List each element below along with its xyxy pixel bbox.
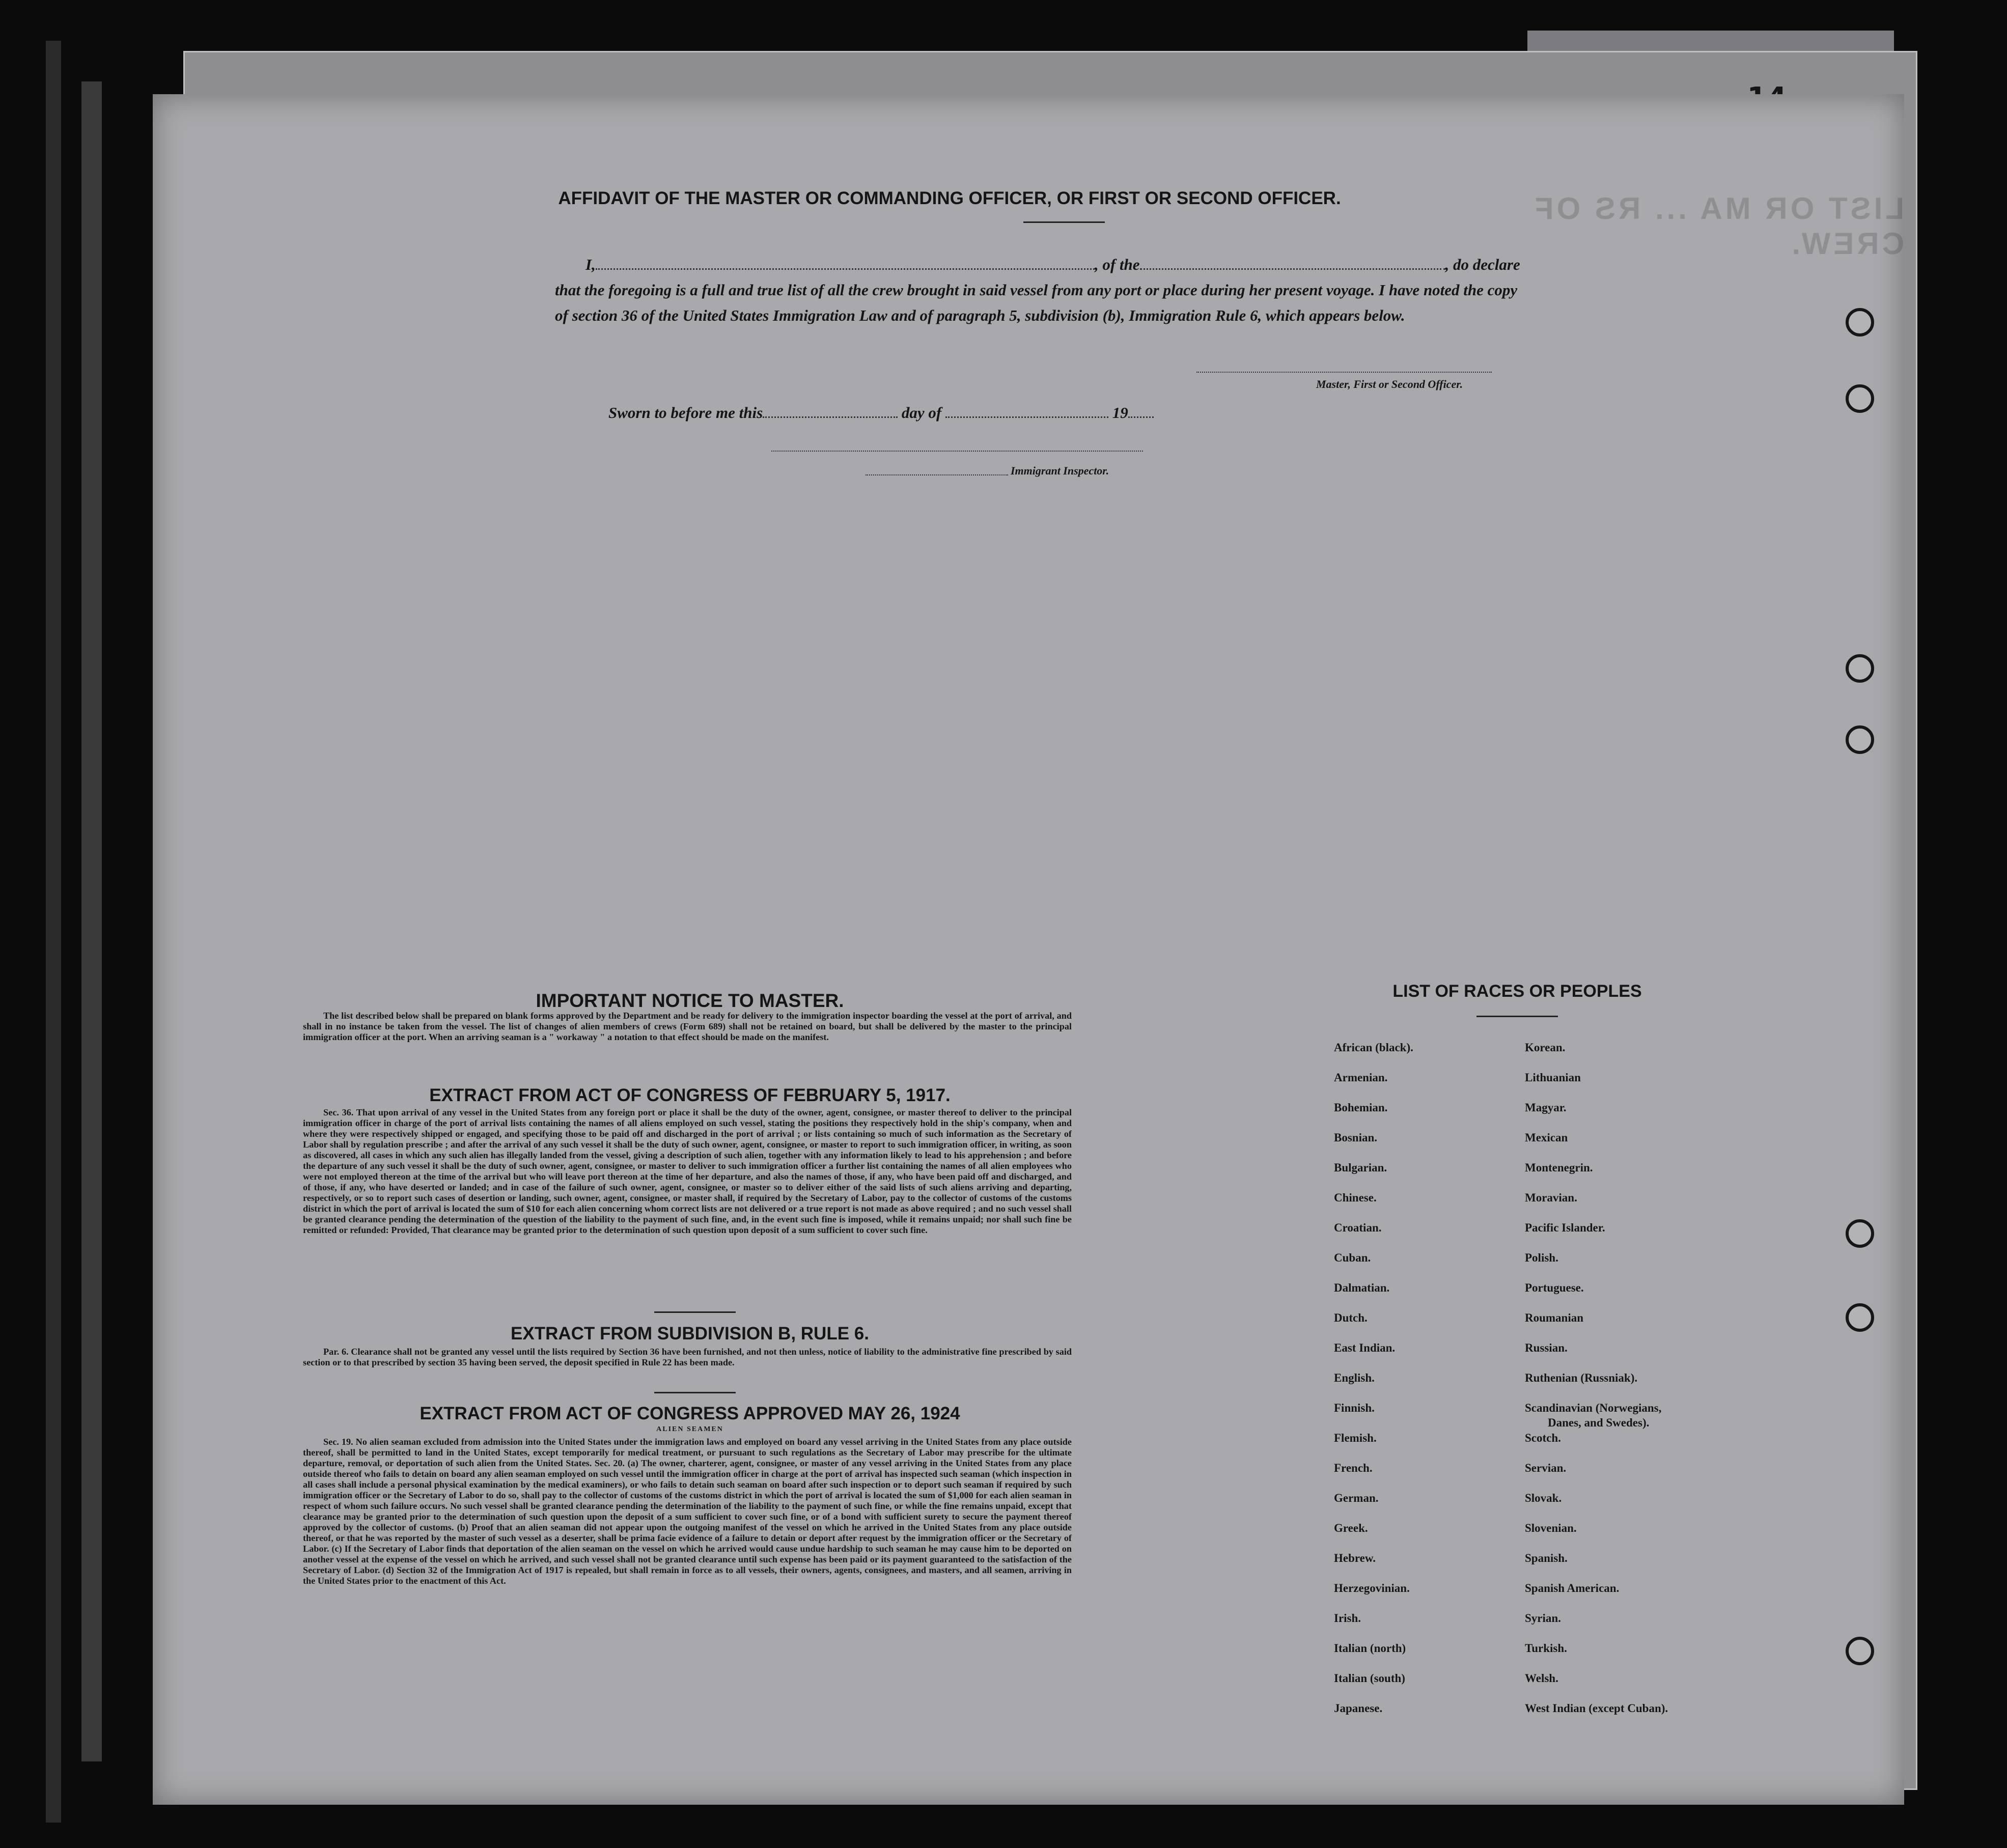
race-item: Bohemian.: [1334, 1101, 1388, 1114]
race-item: Moravian.: [1525, 1191, 1577, 1204]
race-item: Syrian.: [1525, 1612, 1561, 1625]
race-item: Bosnian.: [1334, 1131, 1378, 1144]
vessel-blank[interactable]: [1140, 254, 1445, 270]
race-item: Pacific Islander.: [1525, 1221, 1605, 1234]
extract-1924-text: Sec. 19. No alien seaman excluded from admission into the United States under the immigration laws and employed on board any vessel arriving in the United States from any place outside thereof, shall be permitted to land in the United States, except temporarily for medical treatment, or pursuant to such regulations as the Secretary of Labor may prescribe for the ultimate departure, removal, or deportation of such alien from the United States. Sec. 20. (a) The owner, charterer, agent, consignee, or master of any vessel arriving in the United States from any place outside thereof who fails to detain on board any alien seaman employed on such vessel until the immigration officer in charge at the port of arrival has inspected such seaman (which inspection in all cases shall include a personal physical examination by the medical examiners), or who fails to detain such seaman on board after such inspection or to deport such seaman if required by such immigration officer or the Secretary of Labor to do so, shall pay to the collector of customs of the customs district in which the port of arrival is located the sum of $1,000 for each alien seaman in respect of whom such failure occurs. No such vessel shall be granted clearance pending the determination of the liability to the payment of such fine, or while the fine remains unpaid, except that clearance may be granted prior to the determination of such question upon the deposit of a sum sufficient to cover such fine, or of a bond with sufficient surety to secure the payment thereof approved by the collector of customs. (b) Proof that an alien seaman did not appear upon the outgoing manifest of the vessel on which he arrived in the United States from any place outside thereof, or that he was reported by the master of such vessel as a deserter, shall be prima facie evidence of a failure to detain or deport after request by the immigration officer or the Secretary of Labor. (c) If the Secretary of Labor finds that deportation of the alien seaman on the vessel on which he arrived would cause undue hardship to such seaman he may cause him to be deported on another vessel at the expense of the vessel on which he arrived, and such vessel shall not be granted clearance until such expense has been paid or its payment guaranteed to the satisfaction of the Secretary of Labor. (d) Section 32 of the Immigration Act of 1917 is repealed, but shall remain in force as to all vessels, their owners, agents, consignees, and masters, and all seamen, arriving in the United States prior to the enactment of this Act.: [303, 1437, 1072, 1586]
race-item: West Indian (except Cuban).: [1525, 1702, 1668, 1715]
race-item: Spanish.: [1525, 1552, 1568, 1564]
race-item: Ruthenian (Russniak).: [1525, 1371, 1638, 1384]
race-item: Chinese.: [1334, 1191, 1377, 1204]
race-item: Danes, and Swedes).: [1548, 1416, 1650, 1429]
extract-1917-title: EXTRACT FROM ACT OF CONGRESS OF FEBRUARY 5, 1917.: [429, 1085, 951, 1105]
affidavit-body: that the foregoing is a full and true list of all the crew brought in said vessel from any port or place during her present voyage. I have noted the copy of section 36 of the United States Immigration Law and of paragraph 5, subdivision (b), Immigration Rule 6, which appears below.: [555, 281, 1518, 324]
sworn-day-blank[interactable]: [763, 402, 898, 418]
race-item: Hebrew.: [1334, 1552, 1376, 1564]
race-item: Bulgarian.: [1334, 1161, 1387, 1174]
divider: [654, 1311, 736, 1313]
race-item: Scandinavian (Norwegians,: [1525, 1402, 1662, 1414]
sworn-year-blank[interactable]: [1128, 402, 1154, 418]
race-item: Spanish American.: [1525, 1582, 1620, 1594]
race-item: Greek.: [1334, 1522, 1368, 1534]
inspector-signature-label: Immigrant Inspector.: [1011, 464, 1109, 477]
binder-hole: [1846, 384, 1874, 413]
notice-text: The list described below shall be prepared on blank forms approved by the Department and be ready for delivery to the immigration inspector boarding the vessel at the port of arrival, and shall in no instance be taken from the vessel. The list of changes of alien members of crews (Form 689) shall not be retained on board, but shall be delivered by the master to the principal immigration officer at the port. When an arriving seaman is a " workaway " a notation to that effect should be made on the manifest.: [303, 1011, 1072, 1042]
binder-hole: [1846, 308, 1874, 337]
race-item: Italian (north): [1334, 1642, 1406, 1655]
divider: [654, 1392, 736, 1393]
extract-1924-subtitle: ALIEN SEAMEN: [656, 1425, 723, 1433]
inspector-signature-line: [771, 451, 1143, 452]
race-item: Roumanian: [1525, 1311, 1584, 1324]
extract-1924-title: EXTRACT FROM ACT OF CONGRESS APPROVED MAY 26, 1924: [420, 1404, 960, 1423]
race-item: Turkish.: [1525, 1642, 1567, 1655]
race-item: Portuguese.: [1525, 1281, 1584, 1294]
subdivision-title: EXTRACT FROM SUBDIVISION B, RULE 6.: [511, 1324, 869, 1343]
inspector-signature-line-2: [866, 474, 1008, 475]
binder-hole: [1846, 1637, 1874, 1665]
race-item: Dalmatian.: [1334, 1281, 1390, 1294]
race-item: Scotch.: [1525, 1432, 1561, 1444]
subdivision-text: Par. 6. Clearance shall not be granted any vessel until the lists required by Section 36 have been furnished, and not then unless, notice of liability to the administrative fine prescribed by said section or to that prescribed by section 35 having been served, the deposit specified in Rule 22 has been made.: [303, 1347, 1072, 1367]
race-item: Dutch.: [1334, 1311, 1368, 1324]
divider: [1476, 1016, 1558, 1017]
declaration-line: I, , of the , do declare: [555, 252, 1532, 277]
race-item: Welsh.: [1525, 1672, 1558, 1685]
race-item: French.: [1334, 1462, 1373, 1474]
race-item: Korean.: [1525, 1041, 1566, 1054]
race-item: Servian.: [1525, 1462, 1567, 1474]
binder-hole: [1846, 654, 1874, 683]
race-item: Slovenian.: [1525, 1522, 1577, 1534]
race-item: English.: [1334, 1371, 1375, 1384]
race-item: Slovak.: [1525, 1492, 1562, 1504]
race-item: Finnish.: [1334, 1402, 1375, 1414]
race-item: Montenegrin.: [1525, 1161, 1593, 1174]
race-item: Polish.: [1525, 1251, 1558, 1264]
master-signature-line: [1196, 372, 1492, 373]
sworn-month-blank[interactable]: [945, 402, 1108, 418]
race-item: Russian.: [1525, 1341, 1568, 1354]
binder-hole: [1846, 1303, 1874, 1332]
scan-edge-left: [46, 41, 61, 1823]
sworn-line: Sworn to before me this day of 19: [608, 402, 1154, 422]
races-title: LIST OF RACES OR PEOPLES: [1392, 982, 1642, 1001]
race-item: Lithuanian: [1525, 1071, 1581, 1084]
master-signature-label: Master, First or Second Officer.: [1316, 378, 1463, 390]
race-item: Mexican: [1525, 1131, 1568, 1144]
race-item: Cuban.: [1334, 1251, 1371, 1264]
ghost-title: LIST OR MA ... RS OF CREW.: [1531, 191, 1904, 261]
race-item: Italian (south): [1334, 1672, 1405, 1685]
race-item: Japanese.: [1334, 1702, 1383, 1715]
name-blank[interactable]: [596, 254, 1095, 270]
binder-hole: [1846, 725, 1874, 754]
race-item: Flemish.: [1334, 1432, 1377, 1444]
race-item: Croatian.: [1334, 1221, 1382, 1234]
race-item: Herzegovinian.: [1334, 1582, 1410, 1594]
scan-edge-left-2: [81, 81, 102, 1761]
race-item: African (black).: [1334, 1041, 1413, 1054]
binder-hole: [1846, 1219, 1874, 1248]
race-item: German.: [1334, 1492, 1379, 1504]
notice-title: IMPORTANT NOTICE TO MASTER.: [536, 990, 844, 1011]
affidavit-title: AFFIDAVIT OF THE MASTER OR COMMANDING OFFICER, OR FIRST OR SECOND OFFICER.: [558, 188, 1341, 208]
divider: [1023, 221, 1105, 223]
race-item: Armenian.: [1334, 1071, 1388, 1084]
affidavit-text: [555, 252, 1532, 328]
race-item: East Indian.: [1334, 1341, 1396, 1354]
extract-1917-text: Sec. 36. That upon arrival of any vessel in the United States from any foreign port or place it shall be the duty of the owner, agent, consignee, or master thereof to deliver to the principal immigration officer in charge of the port of arrival lists containing the names of all aliens employed on such vessel, stating the positions they respectively hold in the ship's company, when and where they were respectively shipped or engaged, and specifying those to be paid off and discharged in the port of arrival ; or lists containing so much of such information as the Secretary of Labor shall by regulation prescribe ; and after the arrival of any such vessel it shall be the duty of such owner, agent, consignee, or master to report to such immigration officer, in writing, as soon as discovered, all cases in which any such alien has illegally landed from the vessel, giving a description of such alien, together with any information likely to lead to his apprehension ; and before the departure of any such vessel it shall be the duty of such owner, agent, consignee, or master to deliver to such immigration officer a further list containing the names of all alien employees who were not employed thereon at the time of the arrival but who will leave port thereon at the time of her departure, and also the names of those, if any, who have been paid off and discharged, and of those, if any, who have deserted or landed; and in case of the failure of such owner, agent, consignee, or master so to deliver either of the said lists of such aliens arriving and departing, respectively, or so to report such cases of desertion or landing, such owner, agent, consignee, or master shall, if required by the Secretary of Labor, pay to the collector of customs of the customs district in which the port of arrival is located the sum of $10 for each alien concerning whom correct lists are not delivered or a true report is not made as above required ; and no such vessel shall be granted clearance pending the determination of the question of the liability to the payment of such fine, and, in the event such fine is imposed, while it remains unpaid; nor shall such fine be remitted or refunded: Provided, That clearance may be granted prior to the determination of such question upon deposit of a sum sufficient to cover such fine.: [303, 1107, 1072, 1235]
race-item: Magyar.: [1525, 1101, 1567, 1114]
race-item: Irish.: [1334, 1612, 1361, 1625]
